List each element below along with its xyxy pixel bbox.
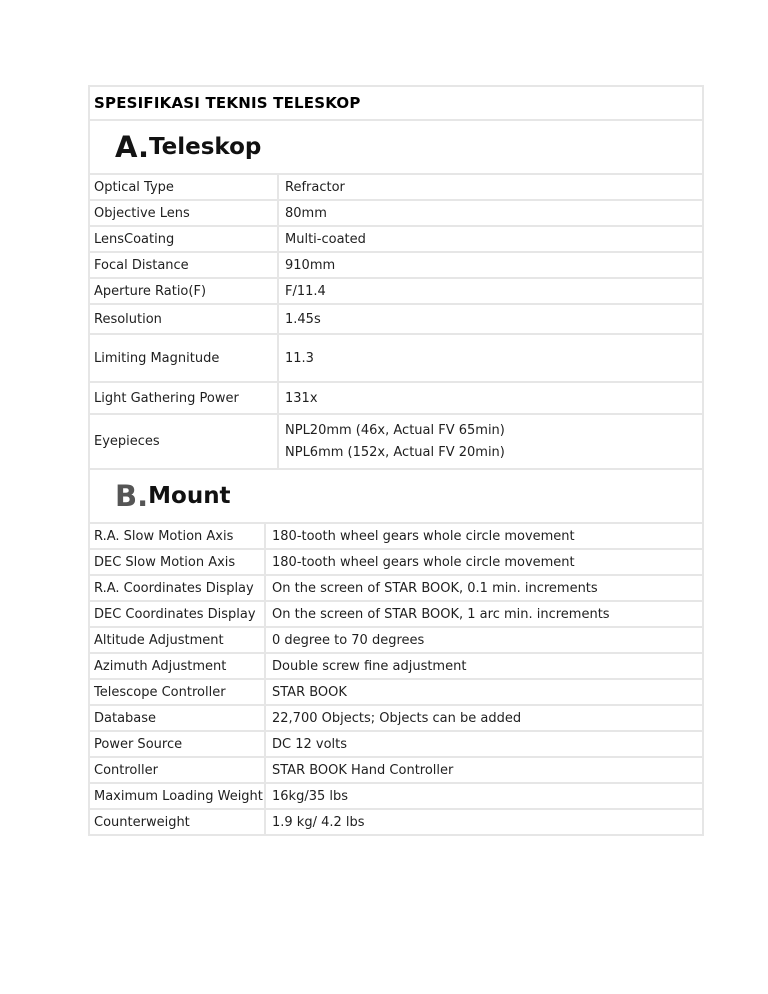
spec-label: Resolution [90,305,279,333]
section-a-heading [90,119,702,173]
spec-value: 0 degree to 70 degrees [272,632,425,648]
spec-value: 1.9 kg/ 4.2 lbs [272,814,365,830]
spec-row-telescope-controller [90,678,702,704]
spec-label: Limiting Magnitude [90,335,279,381]
spec-label: Database [90,706,266,730]
spec-label: Optical Type [90,175,279,199]
spec-row-eyepieces [90,413,702,468]
spec-value: 131x [285,390,318,406]
spec-value: On the screen of STAR BOOK, 0.1 min. increments [272,580,598,596]
spec-value: 180-tooth wheel gears whole circle movement [272,528,575,544]
spec-row-focal-distance [90,251,702,277]
spec-row-resolution [90,303,702,333]
spec-value: 180-tooth wheel gears whole circle movement [272,554,575,570]
section-b-prefix: B. [115,478,149,513]
eyepiece-line-2: NPL6mm (152x, Actual FV 20min) [285,444,505,460]
spec-row-controller [90,756,702,782]
document-title-row [90,87,702,119]
spec-label: Controller [90,758,266,782]
spec-value: 80mm [285,205,327,221]
spec-label: DEC Slow Motion Axis [90,550,266,574]
spec-label: Azimuth Adjustment [90,654,266,678]
document-title: SPESIFIKASI TEKNIS TELESKOP [94,94,361,112]
spec-value: Multi-coated [285,231,366,247]
spec-row-objective-lens [90,199,702,225]
spec-row-maximum-loading-weight [90,782,702,808]
spec-row-limiting-magnitude [90,333,702,381]
spec-value [279,415,702,468]
spec-label: Counterweight [90,810,266,834]
spec-row-altitude-adjustment [90,626,702,652]
spec-table [88,85,704,836]
spec-label: Power Source [90,732,266,756]
spec-row-light-gathering-power [90,381,702,413]
spec-row-lens-coating [90,225,702,251]
spec-row-dec-coordinates [90,600,702,626]
spec-label: R.A. Coordinates Display [90,576,266,600]
spec-label: R.A. Slow Motion Axis [90,524,266,548]
spec-value: Refractor [285,179,345,195]
spec-value: DC 12 volts [272,736,348,752]
spec-row-azimuth-adjustment [90,652,702,678]
section-a-name: Teleskop [149,133,262,160]
spec-value: 22,700 Objects; Objects can be added [272,710,522,726]
spec-value: On the screen of STAR BOOK, 1 arc min. increments [272,606,610,622]
spec-label: LensCoating [90,227,279,251]
section-a-prefix: A. [115,129,149,164]
spec-row-optical-type [90,173,702,199]
spec-row-database [90,704,702,730]
spec-value: 910mm [285,257,336,273]
section-b-name: Mount [148,482,231,509]
spec-row-ra-slow-motion [90,522,702,548]
spec-value: 1.45s [285,311,321,327]
spec-label: Objective Lens [90,201,279,225]
spec-row-aperture-ratio [90,277,702,303]
spec-row-power-source [90,730,702,756]
spec-value: STAR BOOK Hand Controller [272,762,454,778]
spec-label: Light Gathering Power [90,383,279,413]
spec-row-dec-slow-motion [90,548,702,574]
spec-value: Double screw fine adjustment [272,658,467,674]
spec-value: F/11.4 [285,283,326,299]
spec-label: Focal Distance [90,253,279,277]
spec-label: Eyepieces [90,415,279,468]
spec-row-ra-coordinates [90,574,702,600]
spec-value: 11.3 [285,350,314,366]
spec-row-counterweight [90,808,702,834]
spec-value: STAR BOOK [272,684,347,700]
spec-label: Telescope Controller [90,680,266,704]
spec-value: 16kg/35 lbs [272,788,349,804]
spec-label: Altitude Adjustment [90,628,266,652]
spec-label: Maximum Loading Weight [90,784,266,808]
eyepiece-line-1: NPL20mm (46x, Actual FV 65min) [285,422,505,438]
section-b-heading [90,468,702,522]
spec-label: DEC Coordinates Display [90,602,266,626]
spec-label: Aperture Ratio(F) [90,279,279,303]
